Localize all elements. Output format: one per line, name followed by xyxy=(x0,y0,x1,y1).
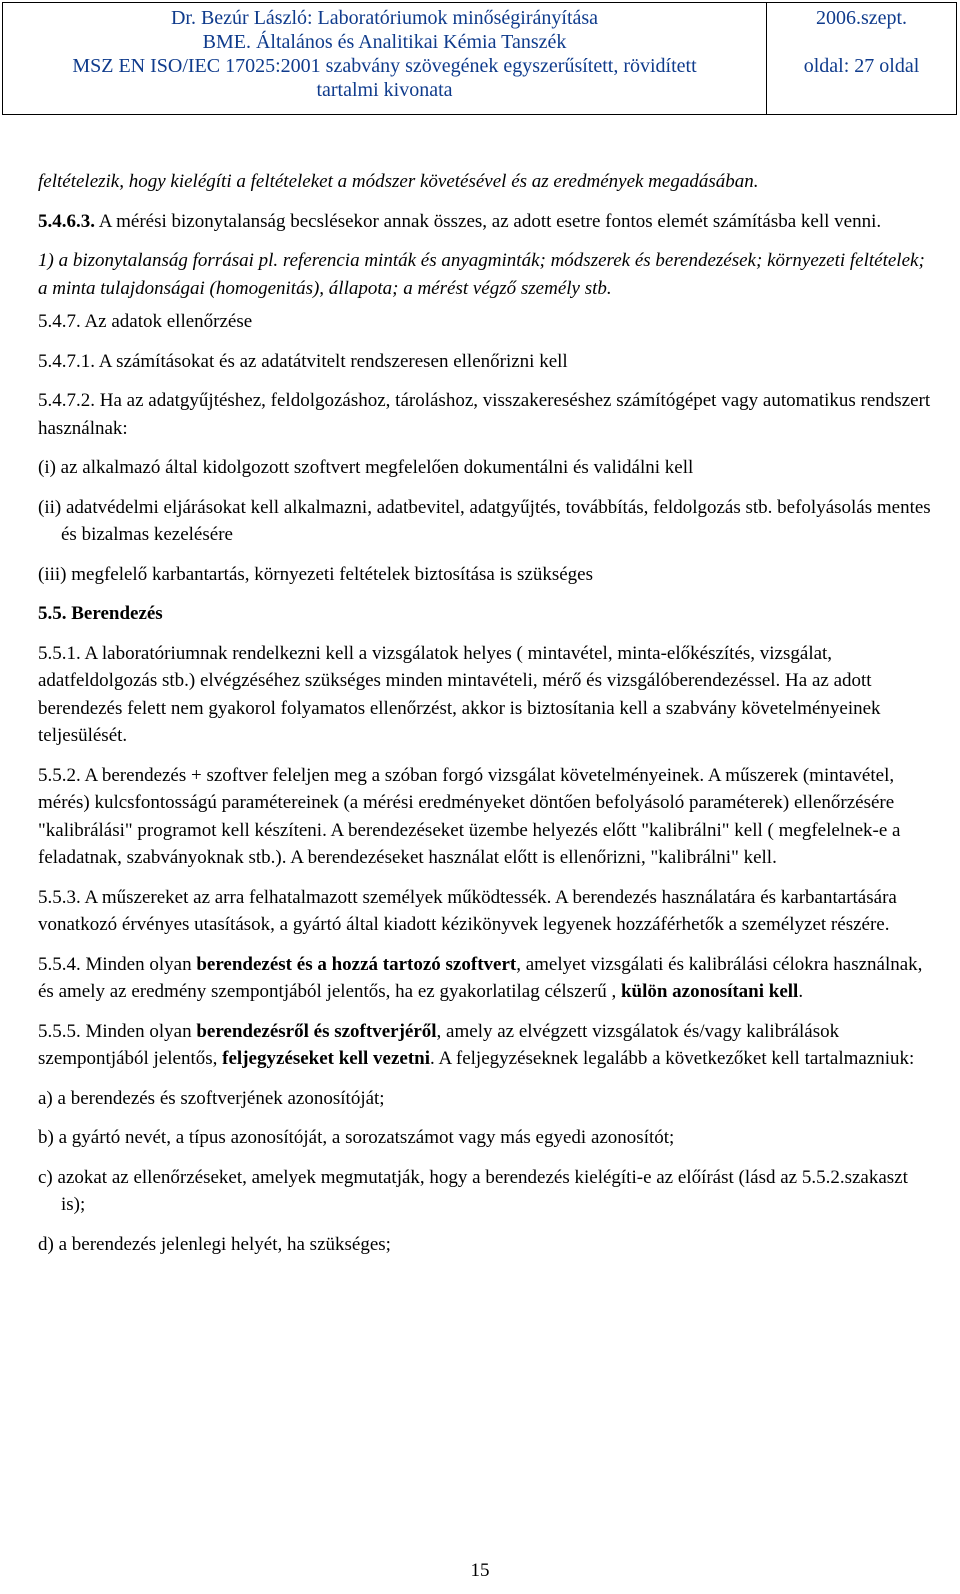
list-item-i: (i) az alkalmazó által kidolgozott szoftvert megfelelően dokumentálni és validálni kell xyxy=(38,457,694,478)
header-date: 2006.szept. xyxy=(815,7,908,29)
header-standard: MSZ EN ISO/IEC 17025:2001 szabvány szövegének egyszerűsített, rövidített xyxy=(72,55,697,77)
list-item-a: a) a berendezés és szoftverjének azonosítóját; xyxy=(38,1087,385,1109)
list-item-ii: (ii) adatvédelmi eljárásokat kell alkalmazni, adatbevitel, adatgyűjtés, továbbítás, feldolgozás stb. befolyásolás mentes és bizalmas kezelésére xyxy=(38,496,931,545)
bold-run: berendezést és a hozzá tartozó szoftvert xyxy=(196,953,517,975)
header-subtitle: tartalmi kivonata xyxy=(316,79,453,101)
section-number: 5.4.6.3. xyxy=(38,210,95,232)
paragraph-5-5-1: 5.5.1. A laboratóriumnak rendelkezni kell a vizsgálatok helyes ( mintavétel, minta-előkészítés, vizsgálat, adatfeldolgozás stb.) elvégzéséhez szükséges minden mintavételi, mérő és vizsgálóberendezéssel. Ha az adott berendezés felett nem gyakorol folyamatos ellenőrzést, akkor is biztosítania kell a szabvány követelményeinek teljesülését. xyxy=(38,642,881,746)
list-item-d: d) a berendezés jelenlegi helyét, ha szükséges; xyxy=(38,1233,391,1255)
paragraph-5-4-7-2: 5.4.7.2. Ha az adatgyűjtéshez, feldolgozáshoz, tároláshoz, visszakereséshez számítógépet vagy automatikus rendszert használnak: xyxy=(38,390,931,439)
bold-run: berendezésről és szoftverjéről xyxy=(196,1020,437,1042)
list-item-iii: (iii) megfelelő karbantartás, környezeti feltételek biztosítása is szükséges xyxy=(38,563,594,585)
text-run: 5.5.5. Minden olyan xyxy=(38,1020,197,1042)
paragraph-5-5-2: 5.5.2. A berendezés + szoftver feleljen meg a szóban forgó vizsgálat követelményeinek. A műszerek (mintavétel, mérés) kulcsfontosságú paramétereinek (a mérési eredményeket döntően befolyásoló paraméterek) ellenőrzésére "kalibrálási" programot kell készíteni. A berendezéseket üzembe helyezés előtt "kalibrálni" kell ( megfelelnek-e a feladatnak, szabványoknak stb.). A berendezéseket használat előtt is ellenőrizni, "kalibrálni" kell. xyxy=(38,764,901,868)
bold-run: feljegyzéseket kell vezetni xyxy=(222,1048,431,1069)
paragraph-uncertainty-sources xyxy=(38,247,933,302)
header-department: BME. Általános és Analitikai Kémia Tanszék xyxy=(202,31,567,53)
heading-5-5: 5.5. Berendezés xyxy=(38,603,163,624)
bold-run: külön azonosítani kell xyxy=(620,981,799,1002)
paragraph-5-4-7-1: 5.4.7.1. A számításokat és az adatátvitelt rendszeresen ellenőrizni kell xyxy=(38,350,568,372)
paragraph-5-5-4 xyxy=(38,951,933,1006)
list-item-b: b) a gyártó nevét, a típus azonosítóját, a sorozatszámot vagy más egyedi azonosítót; xyxy=(38,1127,675,1148)
list-item-c: c) azokat az ellenőrzéseket, amelyek megmutatják, hogy a berendezés kielégíti-e az előírást (lásd az 5.5.2.szakaszt is); xyxy=(38,1166,908,1215)
paragraph-continuation: feltételezik, hogy kielégíti a feltételeket a módszer követésével és az eredmények megadásában. xyxy=(38,171,759,192)
paragraph-5-5-5 xyxy=(38,1018,933,1073)
text-run: . A feljegyzéseknek legalább a következőket kell tartalmazniuk: xyxy=(430,1048,915,1069)
paragraph-text: A mérési bizonytalanság becslésekor annak összes, az adott esetre fontos elemét számításba kell venni. xyxy=(95,210,882,232)
heading-5-4-7: 5.4.7. Az adatok ellenőrzése xyxy=(38,311,253,332)
header-author-title: Dr. Bezúr László: Laboratóriumok minőségirányítása xyxy=(170,7,599,29)
text-run: , amely az elvégzett vizsgálatok és/vagy kalibrálások szempontjából jelentős, xyxy=(38,1020,840,1069)
text-run: 5.5.4. Minden olyan xyxy=(38,953,197,975)
header-title-block xyxy=(3,3,767,114)
paragraph-5-4-6-3 xyxy=(38,208,933,236)
header-meta-block xyxy=(767,3,956,114)
document-body xyxy=(38,168,933,1270)
page-number: 15 xyxy=(470,1560,490,1581)
text-run: . xyxy=(798,981,804,1002)
text-run: , amelyet vizsgálati és kalibrálási célokra használnak, és amely az eredmény szempontjából jelentős, ha ez gyakorlatilag célszerű , xyxy=(38,953,923,1002)
header-page-info: oldal: 27 oldal xyxy=(803,55,920,77)
paragraph-lead: 1) a bizonytalanság forrásai pl. xyxy=(38,250,279,271)
paragraph-text: referencia minták és anyagminták; módszerek és berendezések; környezeti feltételek; a minta tulajdonságai (homogenitás), állapota; a mérést végző személy stb. xyxy=(38,250,925,299)
page-header xyxy=(2,2,957,115)
paragraph-5-5-3: 5.5.3. A műszereket az arra felhatalmazott személyek működtessék. A berendezés használatára és karbantartására vonatkozó érvényes utasítások, a gyártó által kiadott kézikönyvek legyenek hozzáférhetők a személyzet részére. xyxy=(38,886,897,935)
